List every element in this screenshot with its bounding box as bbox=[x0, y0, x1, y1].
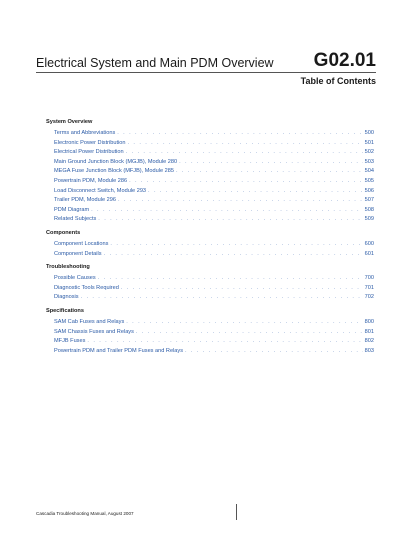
table-of-contents bbox=[46, 118, 374, 360]
toc-entry-page-number: 507 bbox=[364, 197, 374, 204]
toc-entry-link[interactable] bbox=[54, 250, 374, 260]
dot-leader bbox=[148, 187, 363, 197]
toc-entry-link[interactable] bbox=[54, 177, 374, 187]
dot-leader bbox=[117, 129, 362, 139]
toc-entry-link[interactable] bbox=[54, 318, 374, 328]
toc-entry-label: Powertrain PDM and Trailer PDM Fuses and Relays bbox=[54, 347, 184, 354]
toc-entry-link[interactable] bbox=[54, 337, 374, 347]
dot-leader bbox=[104, 250, 363, 260]
toc-entry-label: Electronic Power Distribution bbox=[54, 139, 126, 146]
toc-entry-page-number: 501 bbox=[364, 139, 374, 146]
dot-leader bbox=[129, 177, 363, 187]
toc-entry-label: Component Locations bbox=[54, 240, 109, 247]
toc-entry-link[interactable] bbox=[54, 139, 374, 149]
toc-entry-page-number: 803 bbox=[364, 347, 374, 354]
header-divider bbox=[36, 72, 376, 73]
toc-entry-page-number: 504 bbox=[364, 168, 374, 175]
dot-leader bbox=[176, 167, 363, 177]
toc-section bbox=[46, 118, 374, 225]
toc-entry-link[interactable] bbox=[54, 215, 374, 225]
toc-entry-page-number: 801 bbox=[364, 328, 374, 335]
dot-leader bbox=[179, 158, 363, 168]
dot-leader bbox=[136, 328, 363, 338]
dot-leader bbox=[81, 293, 363, 303]
toc-entry-link[interactable] bbox=[54, 129, 374, 139]
toc-section bbox=[46, 229, 374, 259]
toc-entry-label: Load Disconnect Switch, Module 293 bbox=[54, 187, 147, 194]
dot-leader bbox=[98, 274, 363, 284]
dot-leader bbox=[110, 240, 362, 250]
toc-entry-label: PDM Diagram bbox=[54, 206, 90, 213]
toc-entry-page-number: 506 bbox=[364, 187, 374, 194]
toc-entry-link[interactable] bbox=[54, 347, 374, 357]
section-code: G02.01 bbox=[313, 50, 376, 71]
toc-entry-label: Main Ground Junction Block (MGJB), Module 280 bbox=[54, 158, 178, 165]
toc-entry-link[interactable] bbox=[54, 328, 374, 338]
toc-entry-link[interactable] bbox=[54, 240, 374, 250]
dot-leader bbox=[126, 318, 362, 328]
toc-entry-link[interactable] bbox=[54, 293, 374, 303]
dot-leader bbox=[121, 284, 363, 294]
toc-entry-label: Electrical Power Distribution bbox=[54, 149, 124, 156]
section-heading: Troubleshooting bbox=[46, 264, 90, 271]
toc-entry-link[interactable] bbox=[54, 274, 374, 284]
toc-entry-label: Component Details bbox=[54, 250, 102, 257]
toc-entry-page-number: 601 bbox=[364, 250, 374, 257]
toc-heading: Table of Contents bbox=[300, 76, 376, 86]
section-heading: Specifications bbox=[46, 307, 84, 314]
toc-entry-page-number: 700 bbox=[364, 275, 374, 282]
toc-entry-link[interactable] bbox=[54, 284, 374, 294]
toc-entry-label: Possible Causes bbox=[54, 275, 96, 282]
section-heading: Components bbox=[46, 229, 81, 236]
dot-leader bbox=[91, 206, 363, 216]
section-heading: System Overview bbox=[46, 119, 93, 125]
toc-entry-page-number: 502 bbox=[364, 149, 374, 156]
dot-leader bbox=[128, 139, 363, 149]
toc-entry-label: Trailer PDM, Module 296 bbox=[54, 197, 116, 204]
toc-entry-label: Terms and Abbreviations bbox=[54, 130, 116, 136]
toc-entry-link[interactable] bbox=[54, 196, 374, 206]
toc-entry-page-number: 802 bbox=[364, 338, 374, 345]
toc-section bbox=[46, 307, 374, 356]
dot-leader bbox=[87, 337, 362, 347]
document-title: Electrical System and Main PDM Overview bbox=[36, 56, 274, 70]
toc-entry-label: SAM Cab Fuses and Relays bbox=[54, 318, 125, 325]
footer-divider bbox=[236, 504, 237, 520]
toc-entry-link[interactable] bbox=[54, 187, 374, 197]
dot-leader bbox=[126, 148, 363, 158]
toc-entry-label: Related Subjects bbox=[54, 216, 97, 223]
toc-entry-link[interactable] bbox=[54, 158, 374, 168]
toc-entry-label: Diagnostic Tools Required bbox=[54, 284, 119, 291]
toc-section bbox=[46, 263, 374, 303]
toc-entry-label: Diagnosis bbox=[54, 294, 79, 301]
toc-entry-page-number: 500 bbox=[364, 130, 374, 136]
toc-entry-link[interactable] bbox=[54, 167, 374, 177]
toc-entry-page-number: 701 bbox=[364, 284, 374, 291]
dot-leader bbox=[185, 347, 363, 357]
toc-entry-page-number: 600 bbox=[364, 240, 374, 247]
toc-entry-page-number: 509 bbox=[364, 216, 374, 223]
dot-leader bbox=[118, 196, 363, 206]
toc-entry-label: Powertrain PDM, Module 286 bbox=[54, 177, 128, 184]
toc-entry-page-number: 800 bbox=[364, 318, 374, 325]
toc-entry-link[interactable] bbox=[54, 148, 374, 158]
toc-entry-page-number: 508 bbox=[364, 206, 374, 213]
toc-entry-link[interactable] bbox=[54, 206, 374, 216]
toc-entry-page-number: 702 bbox=[364, 294, 374, 301]
toc-entry-page-number: 503 bbox=[364, 158, 374, 165]
toc-entry-page-number: 505 bbox=[364, 177, 374, 184]
toc-entry-label: SAM Chassis Fuses and Relays bbox=[54, 328, 134, 335]
toc-entry-label: MFJB Fuses bbox=[54, 338, 86, 345]
dot-leader bbox=[98, 215, 362, 225]
footer-text: Cascadia Troubleshooting Manual, August 2007 bbox=[36, 511, 134, 516]
toc-entry-label: MEGA Fuse Junction Block (MFJB), Module 285 bbox=[54, 168, 175, 175]
